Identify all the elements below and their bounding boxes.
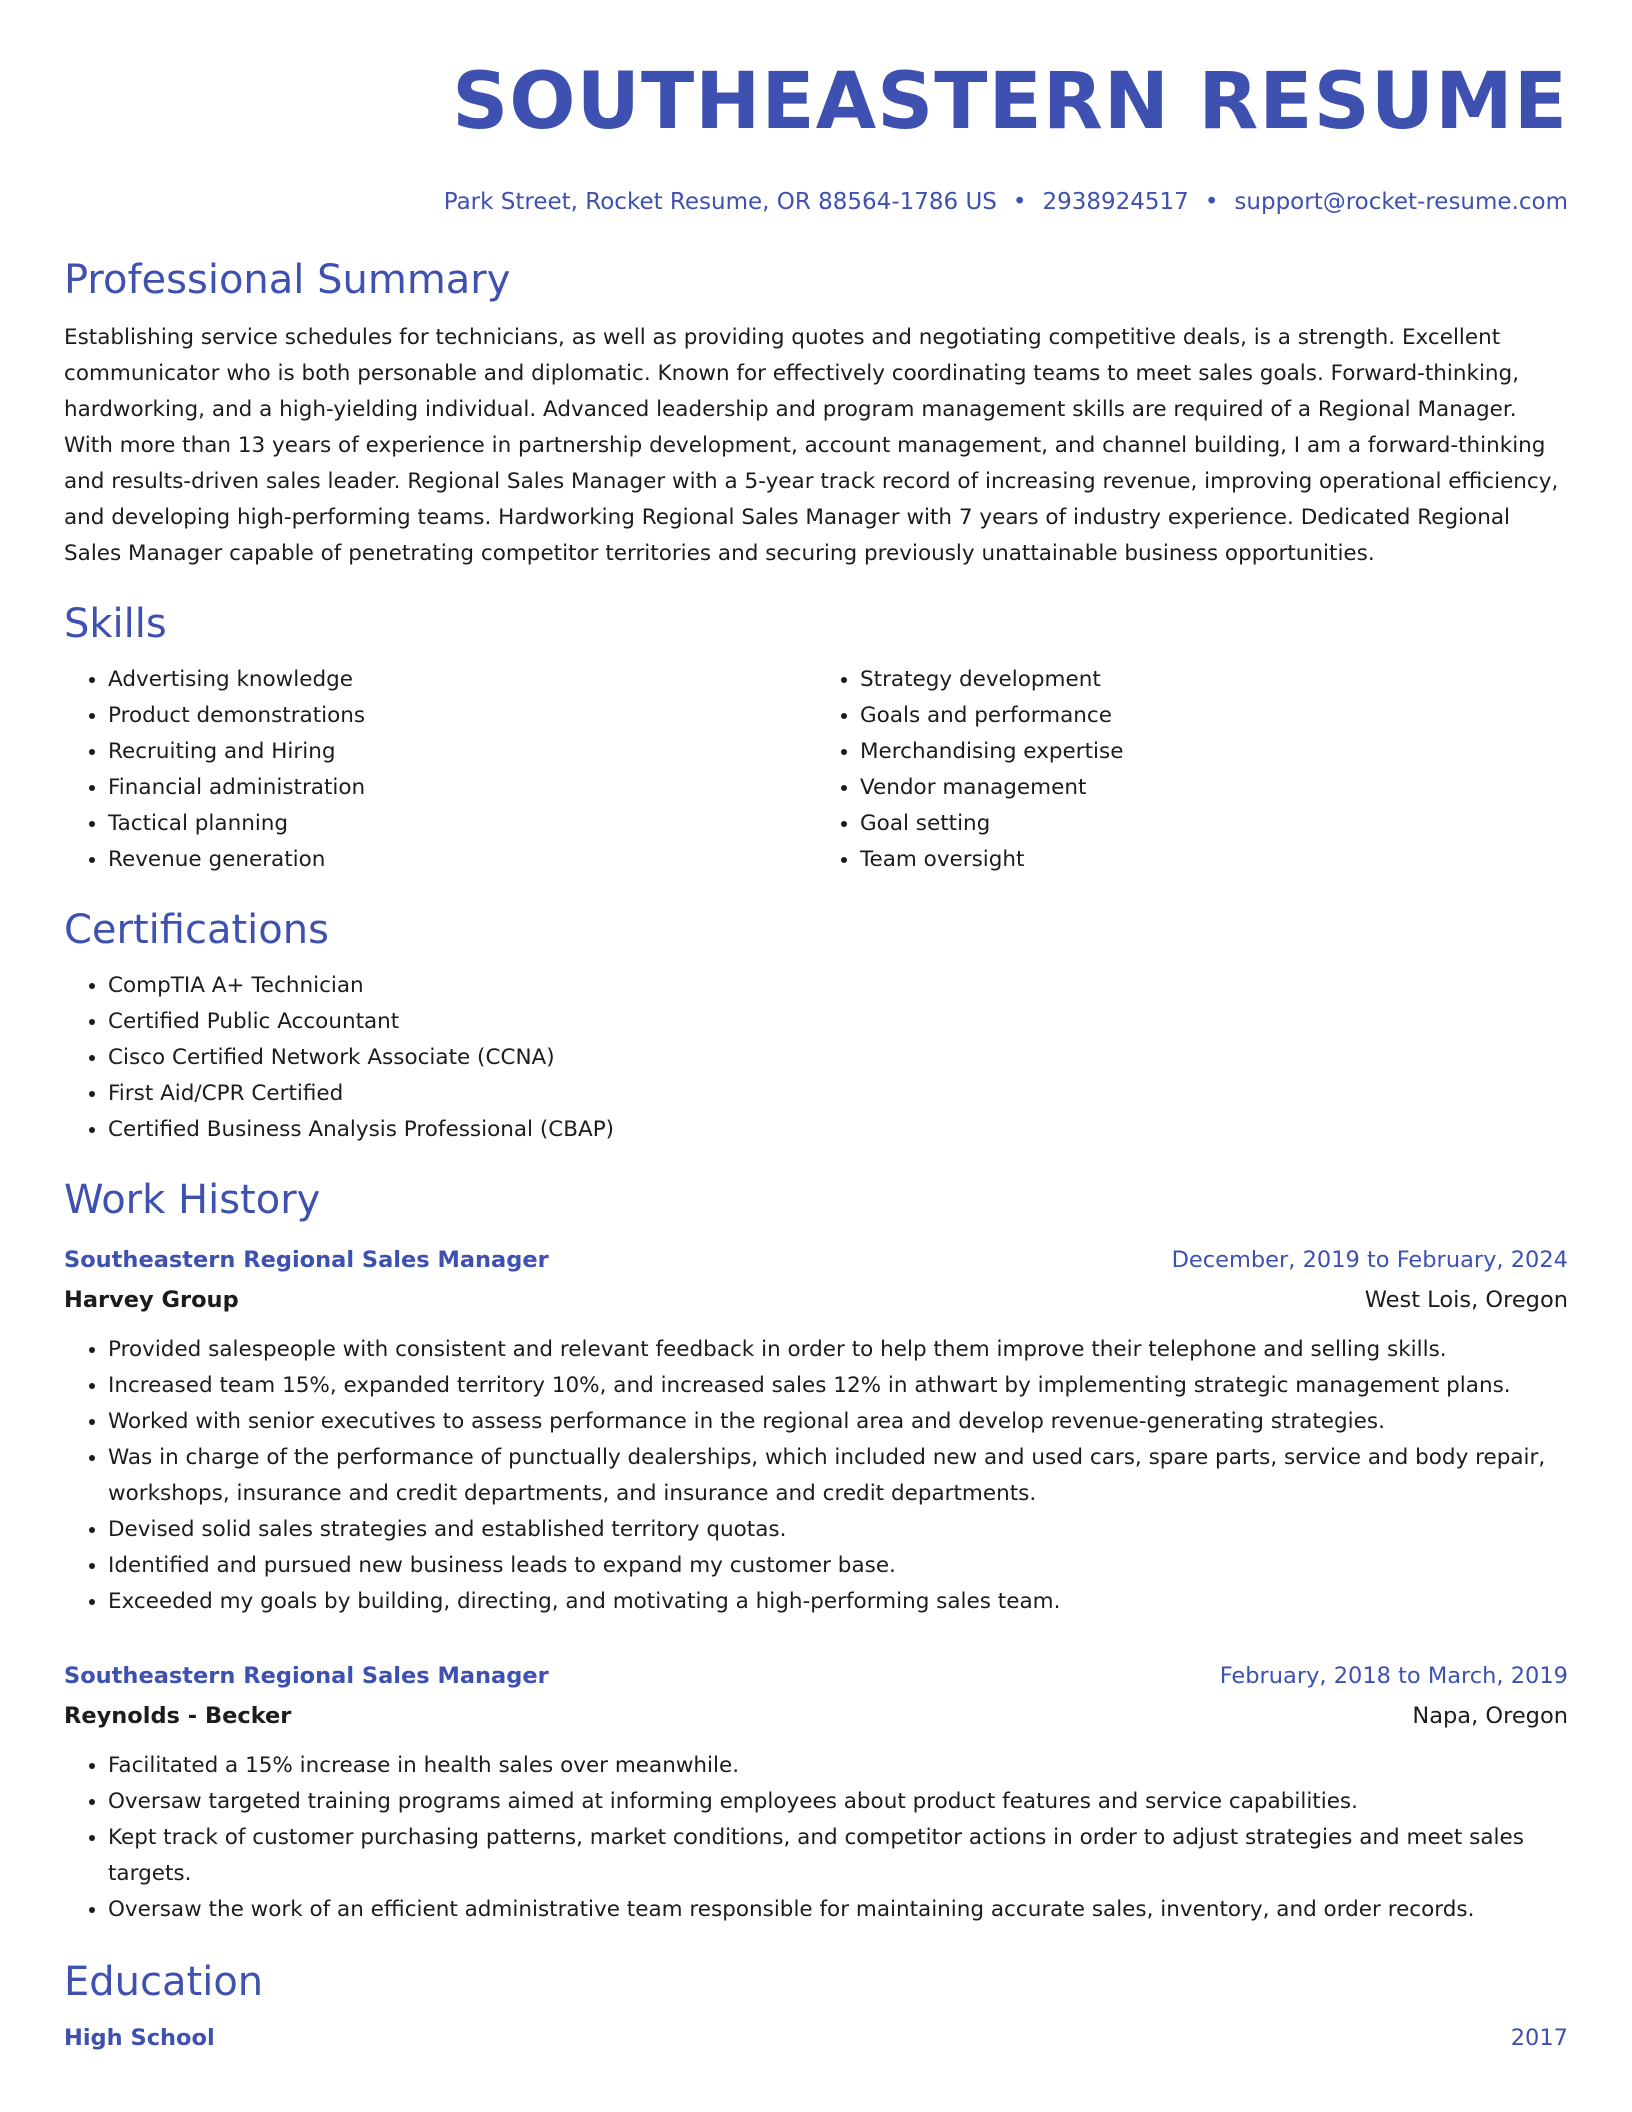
skill-item: • Recruiting and Hiring [108, 734, 816, 770]
contact-phone: 2938924517 [1042, 189, 1189, 215]
summary-text: Establishing service schedules for technicians, as well as providing quotes and negotiating competitive deals, is a strength. Excellent communicator who is both personable and diplomatic. Known for effectively coordinating teams to meet sales goals. Forward-thinking, hardworking, and a high-yielding individual. Advanced leadership and program management skills are required of a Regional Manager. With more than 13 years of experience in partnership development, account management, and channel building, I am a forward-thinking and results-driven sales leader. Regional Sales Manager with a 5-year track record of increasing revenue, improving operational efficiency, and developing high-performing teams. Hardworking Regional Sales Manager with 7 years of industry experience. Dedicated Regional Sales Manager capable of penetrating competitor territories and securing previously unattainable business opportunities. [64, 325, 1559, 566]
skills-columns [64, 662, 1568, 878]
job-bullet: • Facilitated a 15% increase in health sales over meanwhile. [108, 1748, 1568, 1784]
contact-email: support@rocket-resume.com [1234, 189, 1568, 215]
resume-name: SOUTHEASTERN RESUME [452, 57, 1568, 147]
education-year: 2017 [1510, 2025, 1568, 2051]
job-bullet: • Devised solid sales strategies and established territory quotas. [108, 1512, 1568, 1548]
skill-item: • Goals and performance [860, 698, 1568, 734]
skills-list-left [64, 662, 816, 878]
education-degree: High School [64, 2025, 215, 2051]
contact-separator: • [1204, 189, 1219, 215]
job-dates: December, 2019 to February, 2024 [1171, 1247, 1568, 1273]
education-row [64, 2018, 1568, 2058]
job-location: West Lois, Oregon [1364, 1287, 1568, 1313]
skill-item: • Goal setting [860, 806, 1568, 842]
job-dates: February, 2018 to March, 2019 [1219, 1663, 1568, 1689]
work-history-heading: Work History [64, 1177, 321, 1223]
certifications-list [64, 968, 1568, 1148]
certification-item: • First Aid/CPR Certified [108, 1076, 1568, 1112]
job-entry [64, 1656, 1568, 1928]
skill-item: • Vendor management [860, 770, 1568, 806]
job-title: Southeastern Regional Sales Manager [64, 1663, 549, 1689]
job-title: Southeastern Regional Sales Manager [64, 1247, 549, 1273]
skill-item: • Financial administration [108, 770, 816, 806]
job-bullet: • Oversaw the work of an efficient administrative team responsible for maintaining accurate sales, inventory, and order records. [108, 1892, 1568, 1928]
summary-heading: Professional Summary [64, 257, 511, 303]
contact-separator: • [1012, 189, 1027, 215]
education-heading: Education [64, 1959, 264, 2005]
skill-item: • Product demonstrations [108, 698, 816, 734]
certification-item: • Certified Business Analysis Professional (CBAP) [108, 1112, 1568, 1148]
skills-heading: Skills [64, 601, 167, 647]
job-bullet: • Increased team 15%, expanded territory 10%, and increased sales 12% in athwart by implementing strategic management plans. [108, 1368, 1568, 1404]
job-employer-row [64, 1280, 1568, 1320]
skill-item: • Advertising knowledge [108, 662, 816, 698]
job-bullet: • Kept track of customer purchasing patterns, market conditions, and competitor actions in order to adjust strategies and meet sales targets. [108, 1820, 1568, 1892]
job-bullet: • Identified and pursued new business leads to expand my customer base. [108, 1548, 1568, 1584]
job-bullets [64, 1332, 1568, 1620]
job-bullets [64, 1748, 1568, 1928]
certifications-heading: Certifications [64, 907, 329, 953]
certification-item: • Certified Public Accountant [108, 1004, 1568, 1040]
job-title-row [64, 1240, 1568, 1280]
contact-line [64, 186, 1568, 218]
skill-item: • Strategy development [860, 662, 1568, 698]
skill-item: • Tactical planning [108, 806, 816, 842]
job-bullet: • Provided salespeople with consistent and relevant feedback in order to help them improve their telephone and selling skills. [108, 1332, 1568, 1368]
job-bullet: • Oversaw targeted training programs aimed at informing employees about product features and service capabilities. [108, 1784, 1568, 1820]
job-entry [64, 1240, 1568, 1620]
certification-item: • Cisco Certified Network Associate (CCNA) [108, 1040, 1568, 1076]
certification-item: • CompTIA A+ Technician [108, 968, 1568, 1004]
skill-item: • Revenue generation [108, 842, 816, 878]
job-bullet: • Worked with senior executives to assess performance in the regional area and develop revenue-generating strategies. [108, 1404, 1568, 1440]
job-employer: Harvey Group [64, 1287, 239, 1313]
skill-item: • Merchandising expertise [860, 734, 1568, 770]
job-location: Napa, Oregon [1412, 1703, 1568, 1729]
job-bullet: • Exceeded my goals by building, directing, and motivating a high-performing sales team. [108, 1584, 1568, 1620]
contact-address: Park Street, Rocket Resume, OR 88564-1786 US [443, 189, 997, 215]
job-employer-row [64, 1696, 1568, 1736]
skills-list-right [816, 662, 1568, 878]
education-entry [64, 2018, 1568, 2058]
job-employer: Reynolds - Becker [64, 1703, 292, 1729]
skill-item: • Team oversight [860, 842, 1568, 878]
job-bullet: • Was in charge of the performance of punctually dealerships, which included new and used cars, spare parts, service and body repair, workshops, insurance and credit departments, and insurance and credit departments. [108, 1440, 1568, 1512]
job-title-row [64, 1656, 1568, 1696]
